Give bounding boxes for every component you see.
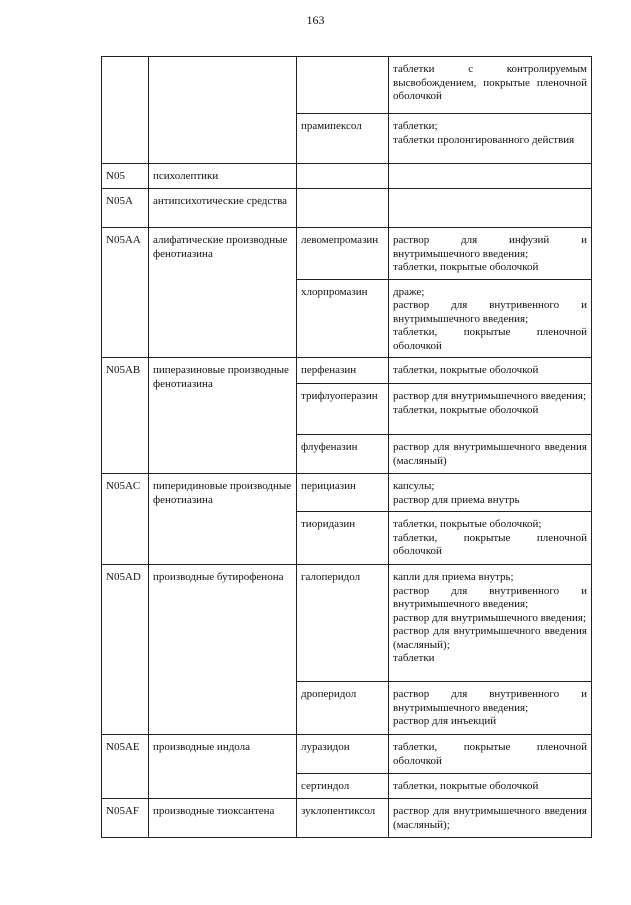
dosage-form-line: таблетки с контролируемым высвобождением, покрытые пленочной оболочкой bbox=[393, 63, 587, 102]
group-name-cell: антипсихотические средства bbox=[149, 189, 297, 228]
atc-code-cell bbox=[102, 57, 149, 164]
dosage-form-cell bbox=[389, 565, 592, 682]
inn-cell: прамипексол bbox=[297, 114, 389, 164]
dosage-form-line: раствор для инъекций bbox=[393, 715, 497, 727]
dosage-form-cell bbox=[389, 358, 592, 384]
table-row bbox=[102, 57, 592, 114]
dosage-form-cell bbox=[389, 228, 592, 280]
dosage-form-cell bbox=[389, 512, 592, 565]
dosage-form-cell bbox=[389, 474, 592, 512]
dosage-form-cell bbox=[389, 279, 592, 358]
group-name-cell: производные бутирофенона bbox=[149, 565, 297, 735]
atc-code-cell: N05AF bbox=[102, 799, 149, 838]
atc-code-cell: N05AC bbox=[102, 474, 149, 565]
dosage-form-line: таблетки, покрытые пленочной оболочкой bbox=[393, 531, 587, 557]
inn-cell: сертиндол bbox=[297, 774, 389, 799]
dosage-form-line: раствор для внутримышечного введения (масляный) bbox=[393, 441, 587, 467]
dosage-form-line: таблетки, покрытые пленочной оболочкой bbox=[393, 326, 587, 352]
dosage-form-line: раствор для инфузий и внутримышечного введения; bbox=[393, 234, 587, 260]
dosage-form-line: драже; bbox=[393, 285, 425, 298]
group-name-cell: производные тиоксантена bbox=[149, 799, 297, 838]
table-row bbox=[102, 735, 592, 774]
dosage-form-line: раствор для приема внутрь bbox=[393, 493, 520, 506]
atc-code-cell: N05AB bbox=[102, 358, 149, 474]
dosage-form-cell bbox=[389, 114, 592, 164]
inn-cell: тиоридазин bbox=[297, 512, 389, 565]
dosage-form-line: раствор для внутримышечного введения; bbox=[393, 390, 587, 402]
dosage-form-line: капли для приема внутрь; bbox=[393, 571, 514, 583]
dosage-form-line: раствор для внутривенного и внутримышечного введения; bbox=[393, 688, 587, 714]
inn-cell: луразидон bbox=[297, 735, 389, 774]
table-row bbox=[102, 474, 592, 512]
dosage-form-line: раствор для внутримышечного введения (масляный); bbox=[393, 805, 587, 831]
group-name-cell: пиперидиновые производные фенотиазина bbox=[149, 474, 297, 565]
table-row bbox=[102, 799, 592, 838]
group-name-cell bbox=[149, 57, 297, 164]
dosage-form-line: раствор для внутривенного и внутримышечного введения; bbox=[393, 584, 587, 610]
dosage-form-line: таблетки; bbox=[393, 120, 438, 132]
dosage-form-cell bbox=[389, 384, 592, 435]
dosage-form-line: таблетки пролонгированного действия bbox=[393, 133, 575, 146]
drug-classification-table bbox=[101, 56, 592, 838]
atc-code-cell: N05 bbox=[102, 164, 149, 189]
table-row bbox=[102, 565, 592, 682]
table-row bbox=[102, 189, 592, 228]
table-row bbox=[102, 228, 592, 280]
group-name-cell: производные индола bbox=[149, 735, 297, 799]
dosage-form-cell bbox=[389, 164, 592, 189]
inn-cell bbox=[297, 164, 389, 189]
atc-code-cell: N05AD bbox=[102, 565, 149, 735]
dosage-form-cell bbox=[389, 57, 592, 114]
inn-cell: галоперидол bbox=[297, 565, 389, 682]
dosage-form-line: капсулы; bbox=[393, 480, 435, 492]
inn-cell: зуклопентиксол bbox=[297, 799, 389, 838]
atc-code-cell: N05AE bbox=[102, 735, 149, 799]
inn-cell bbox=[297, 189, 389, 228]
dosage-form-cell bbox=[389, 799, 592, 838]
dosage-form-cell bbox=[389, 735, 592, 774]
inn-cell: перфеназин bbox=[297, 358, 389, 384]
dosage-form-line: таблетки, покрытые оболочкой bbox=[393, 261, 539, 273]
inn-cell: флуфеназин bbox=[297, 435, 389, 474]
dosage-form-cell bbox=[389, 435, 592, 474]
dosage-form-line: таблетки, покрытые пленочной оболочкой bbox=[393, 741, 587, 767]
dosage-form-line: таблетки, покрытые оболочкой bbox=[393, 364, 539, 376]
inn-cell: трифлуоперазин bbox=[297, 384, 389, 435]
dosage-form-line: таблетки, покрытые оболочкой bbox=[393, 780, 539, 792]
table-row bbox=[102, 358, 592, 384]
inn-cell: хлорпромазин bbox=[297, 279, 389, 358]
group-name-cell: психолептики bbox=[149, 164, 297, 189]
inn-cell: перициазин bbox=[297, 474, 389, 512]
dosage-form-line: таблетки, покрытые оболочкой bbox=[393, 403, 539, 416]
inn-cell bbox=[297, 57, 389, 114]
inn-cell: дроперидол bbox=[297, 682, 389, 735]
atc-code-cell: N05A bbox=[102, 189, 149, 228]
dosage-form-line: раствор для внутримышечного введения (масляный); bbox=[393, 625, 587, 651]
group-name-cell: алифатические производные фенотиазина bbox=[149, 228, 297, 358]
dosage-form-line: таблетки, покрытые оболочкой; bbox=[393, 518, 542, 530]
page-number: 163 bbox=[306, 13, 325, 27]
dosage-form-line: раствор для внутривенного и внутримышечного введения; bbox=[393, 299, 587, 325]
group-name-cell: пиперазиновые производные фенотиазина bbox=[149, 358, 297, 474]
table-row bbox=[102, 164, 592, 189]
dosage-form-cell bbox=[389, 682, 592, 735]
dosage-form-cell bbox=[389, 189, 592, 228]
inn-cell: левомепромазин bbox=[297, 228, 389, 280]
dosage-form-line: таблетки bbox=[393, 652, 435, 664]
dosage-form-line: раствор для внутримышечного введения; bbox=[393, 611, 587, 624]
atc-code-cell: N05AA bbox=[102, 228, 149, 358]
dosage-form-cell bbox=[389, 774, 592, 799]
